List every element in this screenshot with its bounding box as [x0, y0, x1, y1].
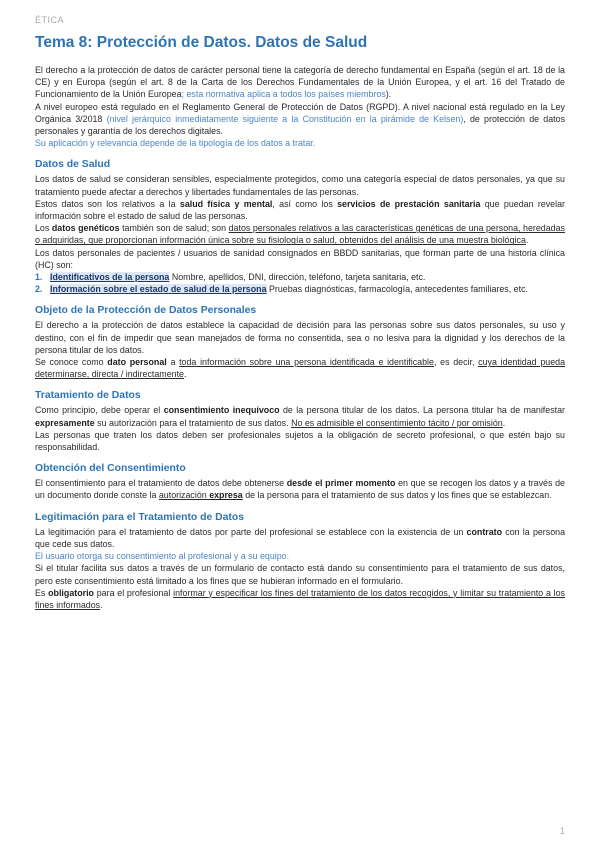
salud-paragraph-1: Los datos de salud se consideran sensibles, especialmente protegidos, como una categoría especial de datos personales, ya que su tratamiento puede afectar a derechos y libertades fundamentales de las personas. — [35, 174, 565, 197]
document-body — [35, 64, 565, 611]
heading-datos-salud: Datos de Salud — [35, 159, 111, 171]
heading-tratamiento: Tratamiento de Datos — [35, 390, 141, 402]
objeto-paragraph-2: Se conoce como dato personal a toda información sobre una persona identificada e identificable, es decir, cuya identidad pueda determinarse, directa / indirectamente. — [35, 357, 565, 380]
intro-paragraph-1: El derecho a la protección de datos de carácter personal tiene la categoría de derecho fundamental en España (según el art. 18 de la CE) y en Europa (según el art. 8 de la Carta de los Derechos Fundamentales de la Unión Europea, y el art. 16 del Tratado de Funcionamiento de la Unión Europea; esta normativa aplica a todos los países miembros). — [35, 65, 565, 100]
intro-paragraph-3: Su aplicación y relevancia depende de la tipología de los datos a tratar. — [35, 138, 316, 149]
obtencion-paragraph-1: El consentimiento para el tratamiento de datos debe obtenerse desde el primer momento en que se recogen los datos y a través de un documento donde conste la autorización expresa de la persona para el tratamiento de sus datos y los fines que se establezcan. — [35, 478, 565, 501]
legitimacion-paragraph-4: Es obligatorio para el profesional informar y especificar los fines del tratamiento de los datos recogidos, y limitar su tratamiento a los fines informados. — [35, 587, 565, 610]
section-label: ÉTICA — [35, 15, 65, 25]
historia-clinica-list — [35, 271, 565, 295]
legitimacion-paragraph-1: La legitimación para el tratamiento de datos por parte del profesional se establece con la existencia de un contrato con la persona que cede sus datos. — [35, 526, 566, 549]
heading-obtencion: Obtención del Consentimiento — [35, 463, 186, 475]
page-number: 1 — [559, 826, 565, 836]
tratamiento-paragraph-2: Las personas que traten los datos deben ser profesionales sujetos a la obligación de secreto profesional, o que estén bajo su responsabilidad. — [35, 429, 565, 453]
heading-objeto: Objeto de la Protección de Datos Personales — [35, 305, 257, 317]
legitimacion-paragraph-2: El usuario otorga su consentimiento al profesional y a su equipo. — [35, 551, 290, 562]
objeto-paragraph-1: El derecho a la protección de datos establece la capacidad de decisión para las personas sobre sus datos personales, su uso y destino, con el fin de impedir que sean manejados de forma no consentida, sea o no lesiva para la dignidad y los derechos de la persona titular de los datos. — [35, 320, 565, 355]
legitimacion-paragraph-3: Si el titular facilita sus datos a través de un formulario de contacto está dando su consentimiento para el tratamiento de sus datos, pero este consentimiento está limitado a los fines que se hubieran informado en el formulario. — [35, 563, 565, 586]
salud-paragraph-4: Los datos personales de pacientes / usuarios de sanidad consignados en BBDD sanitarias, que forman parte de una historia clínica (HC) son: — [35, 247, 565, 270]
page-title: Tema 8: Protección de Datos. Datos de Salud — [35, 34, 368, 51]
salud-paragraph-3: Los datos genéticos también son de salud; son datos personales relativos a las características genéticas de una persona, heredadas o adquiridas, que proporcionan información única sobre su fisiología o salud, obtenidos del análisis de una muestra biológica. — [35, 223, 565, 246]
salud-paragraph-2: Estos datos son los relativos a la salud física y mental, así como los servicios de prestación sanitaria que puedan revelar información sobre el estado de salud de las personas. — [35, 198, 565, 222]
list-item: 2. Información sobre el estado de salud de la persona Pruebas diagnósticas, farmacología, antecedentes familiares, etc. — [35, 284, 528, 295]
list-item: 1. Identificativos de la persona Nombre, apellidos, DNI, dirección, teléfono, tarjeta sanitaria, etc. — [35, 272, 426, 283]
tratamiento-paragraph-1: Como principio, debe operar el consentimiento inequívoco de la persona titular de los datos. La persona titular ha de manifestar expresamente su autorización para el tratamiento de sus datos. No es admisible el consentimiento tácito / por omisión. — [35, 405, 566, 428]
heading-legitimacion: Legitimación para el Tratamiento de Datos — [35, 511, 245, 523]
intro-paragraph-2: A nivel europeo está regulado en el Reglamento General de Protección de Datos (RGPD). A nivel nacional está regulado en la Ley Orgánica 3/2018 (nivel jerárquico inmediatamente siguiente a la Constitución en la pirámide de Kelsen), de protección de datos personales y garantía de los derechos digitales. — [35, 101, 566, 137]
